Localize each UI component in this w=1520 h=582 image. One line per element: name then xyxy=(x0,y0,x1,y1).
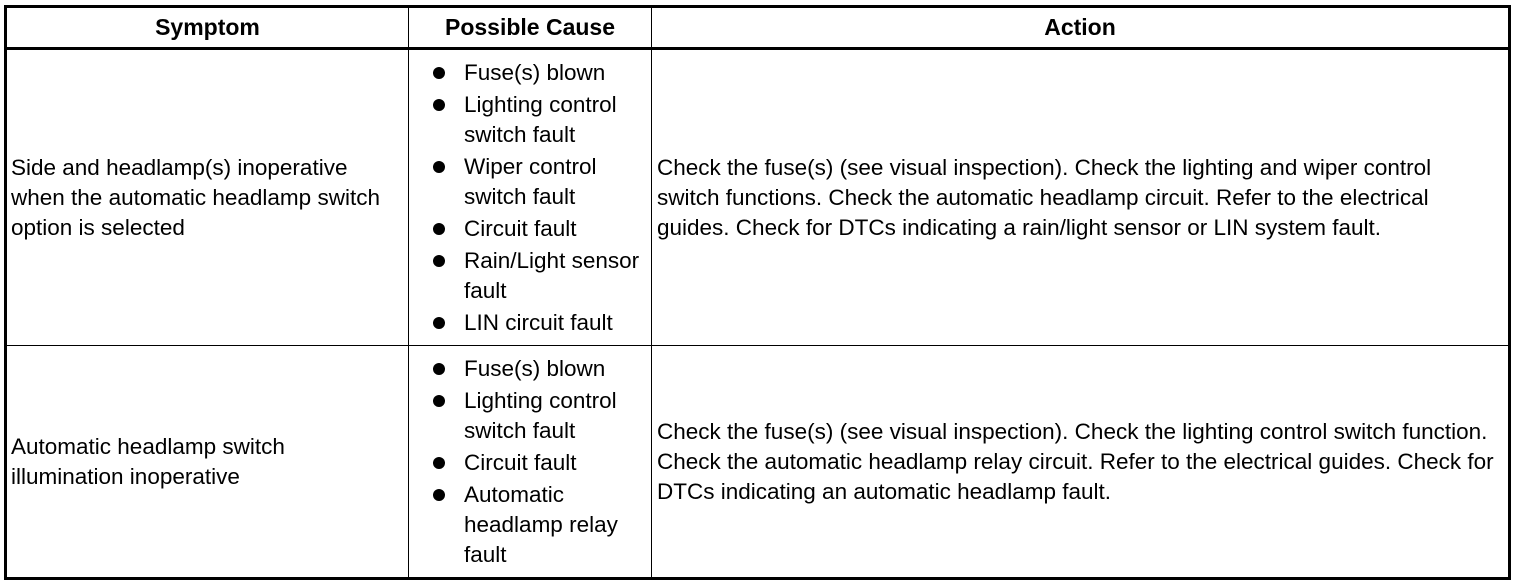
header-symptom: Symptom xyxy=(6,7,409,49)
cause-item xyxy=(409,308,647,338)
cause-text: Lighting control switch fault xyxy=(464,91,617,147)
cause-item xyxy=(409,152,647,212)
cause-item xyxy=(409,58,647,88)
header-possible-cause: Possible Cause xyxy=(409,7,652,49)
cause-text: Fuse(s) blown xyxy=(464,59,606,85)
bullet-icon xyxy=(433,457,445,469)
possible-cause-cell xyxy=(409,346,652,579)
bullet-icon xyxy=(433,223,445,235)
cause-text: Circuit fault xyxy=(464,215,577,241)
cause-text: Circuit fault xyxy=(464,449,577,475)
bullet-icon xyxy=(433,317,445,329)
table-row xyxy=(6,346,1510,579)
cause-item xyxy=(409,480,647,570)
action-cell: Check the fuse(s) (see visual inspection). Check the lighting and wiper control switch functions. Check the automatic headlamp circuit. Refer to the electrical guides. Check for DTCs indicating a rain/light sensor or LIN system fault. xyxy=(652,49,1510,346)
cause-item xyxy=(409,354,647,384)
header-row xyxy=(6,7,1510,49)
bullet-icon xyxy=(433,489,445,501)
cause-list xyxy=(409,58,651,338)
action-cell: Check the fuse(s) (see visual inspection). Check the lighting control switch function. Check the automatic headlamp relay circuit. Refer to the electrical guides. Check for DTCs indicating an automatic headlamp fault. xyxy=(652,346,1510,579)
cause-item xyxy=(409,90,647,150)
possible-cause-cell xyxy=(409,49,652,346)
bullet-icon xyxy=(433,395,445,407)
cause-item xyxy=(409,448,647,478)
cause-text: Fuse(s) blown xyxy=(464,355,606,381)
header-action: Action xyxy=(652,7,1510,49)
symptom-cell: Side and headlamp(s) inoperative when the automatic headlamp switch option is selected xyxy=(6,49,409,346)
cause-text: Automatic headlamp relay fault xyxy=(464,481,618,567)
cause-text: LIN circuit fault xyxy=(464,309,613,335)
bullet-icon xyxy=(433,99,445,111)
bullet-icon xyxy=(433,255,445,267)
symptom-cell: Automatic headlamp switch illumination inoperative xyxy=(6,346,409,579)
cause-item xyxy=(409,386,647,446)
cause-text: Rain/Light sensor fault xyxy=(464,247,640,303)
bullet-icon xyxy=(433,363,445,375)
cause-list xyxy=(409,354,651,570)
cause-text: Lighting control switch fault xyxy=(464,387,617,443)
table-row xyxy=(6,49,1510,346)
bullet-icon xyxy=(433,67,445,79)
cause-item xyxy=(409,214,647,244)
cause-item xyxy=(409,246,647,306)
bullet-icon xyxy=(433,161,445,173)
cause-text: Wiper control switch fault xyxy=(464,153,597,209)
diagnostic-table xyxy=(4,5,1511,580)
